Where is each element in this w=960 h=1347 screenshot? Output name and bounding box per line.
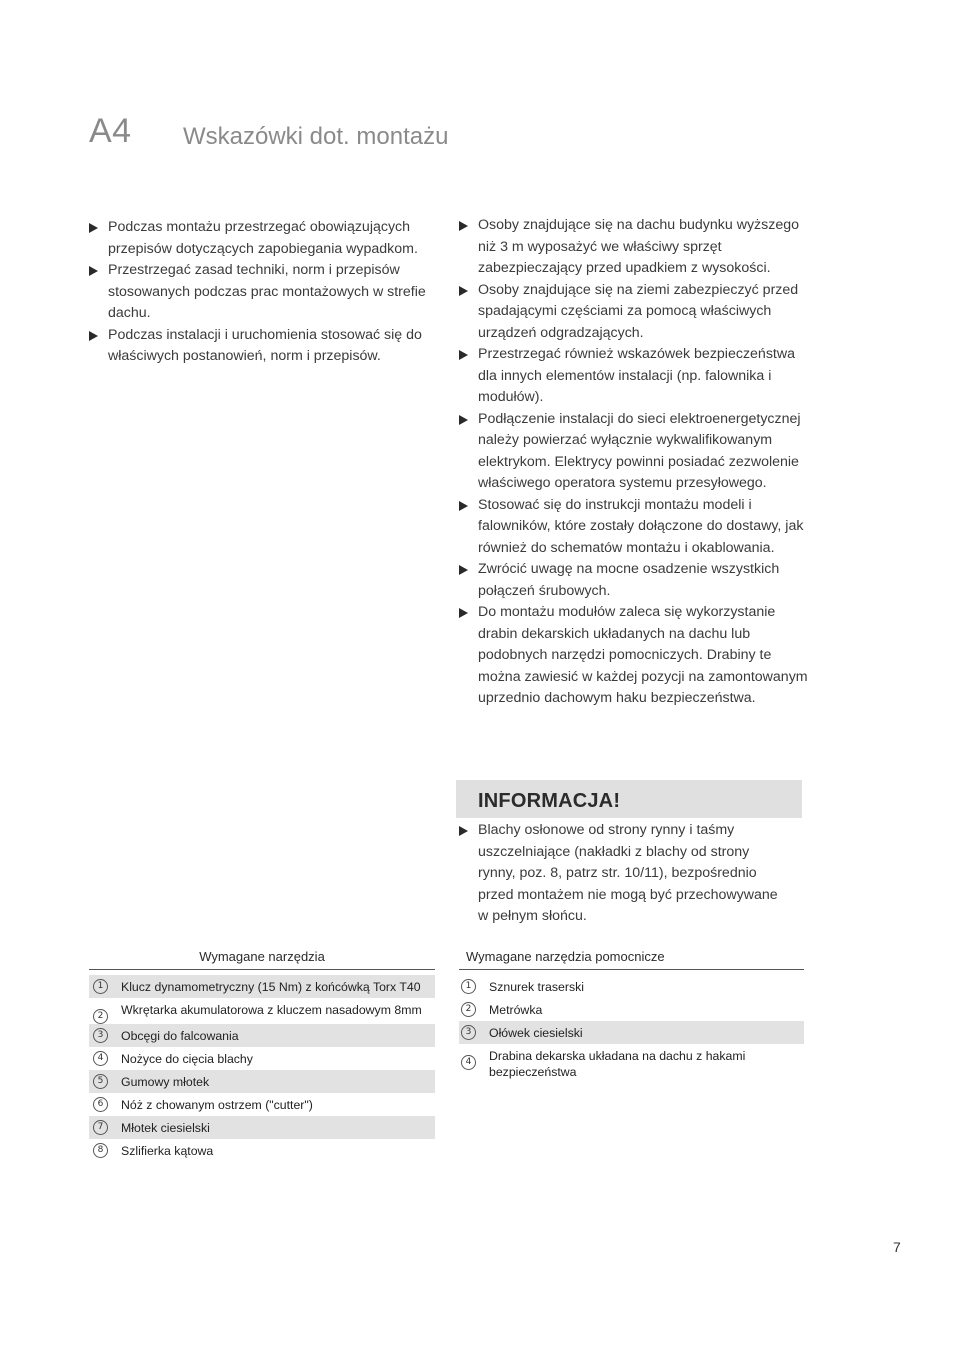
bullet-triangle-icon xyxy=(459,415,468,425)
section-code: A4 xyxy=(89,112,132,150)
table-row: 3 Obcęgi do falcowania xyxy=(89,1024,435,1047)
page-number: 7 xyxy=(893,1239,901,1255)
table-row: 8 Szlifierka kątowa xyxy=(89,1139,435,1162)
table-row: 1 Sznurek traserski xyxy=(459,975,804,998)
number-1-icon: 1 xyxy=(93,979,108,994)
table-row: 4 Drabina dekarska układana na dachu z hakami bezpieczeństwa xyxy=(459,1044,804,1083)
list-item: Przestrzegać zasad techniki, norm i przepisów stosowanych podczas prac montażowych w strefie dachu. xyxy=(89,260,439,325)
table-row: 6 Nóż z chowanym ostrzem ("cutter") xyxy=(89,1093,435,1116)
list-item: Przestrzegać również wskazówek bezpieczeństwa dla innych elementów instalacji (np. falownika i modułów). xyxy=(459,344,809,409)
table-row: 3 Ołówek ciesielski xyxy=(459,1021,804,1044)
info-heading: INFORMACJA! xyxy=(456,780,802,818)
number-3-icon: 3 xyxy=(461,1025,476,1040)
list-item: Osoby znajdujące się na ziemi zabezpieczyć przed spadającymi częściami za pomocą właściwych urządzeń odgradzających. xyxy=(459,280,809,345)
table-row: 7 Młotek ciesielski xyxy=(89,1116,435,1139)
number-5-icon: 5 xyxy=(93,1074,108,1089)
number-2-icon: 2 xyxy=(461,1002,476,1017)
bullet-triangle-icon xyxy=(459,501,468,511)
number-1-icon: 1 xyxy=(461,979,476,994)
number-2-icon: 2 xyxy=(93,1009,108,1024)
bullet-triangle-icon xyxy=(459,608,468,618)
section-title: Wskazówki dot. montażu xyxy=(183,123,449,150)
table-row: 5 Gumowy młotek xyxy=(89,1070,435,1093)
table-row: 2 Metrówka xyxy=(459,998,804,1021)
list-item: Podczas montażu przestrzegać obowiązujących przepisów dotyczących zapobiegania wypadkom. xyxy=(89,217,439,260)
auxiliary-tools-table xyxy=(459,949,804,1083)
number-3-icon: 3 xyxy=(93,1028,108,1043)
required-tools-table xyxy=(89,949,435,1162)
right-bullet-list xyxy=(459,215,809,710)
table-row: 4 Nożyce do cięcia blachy xyxy=(89,1047,435,1070)
auxiliary-tools-title: Wymagane narzędzia pomocnicze xyxy=(459,949,804,970)
required-tools-title: Wymagane narzędzia xyxy=(89,949,435,970)
bullet-triangle-icon xyxy=(459,221,468,231)
info-item: Blachy osłonowe od strony rynny i taśmy uszczelniające (nakładki z blachy od strony rynny, poz. 8, patrz str. 10/11), bezpośrednio przed montażem nie mogą być przechowywane w pełnym słońcu. xyxy=(459,820,789,928)
info-box xyxy=(456,780,802,928)
bullet-triangle-icon xyxy=(459,286,468,296)
bullet-triangle-icon xyxy=(459,350,468,360)
bullet-triangle-icon xyxy=(89,331,98,341)
list-item: Stosować się do instrukcji montażu modeli i falowników, które zostały dołączone do dostawy, jak również do schematów montażu i okablowania. xyxy=(459,495,809,560)
number-4-icon: 4 xyxy=(93,1051,108,1066)
list-item: Osoby znajdujące się na dachu budynku wyższego niż 3 m wyposażyć we właściwy sprzęt zabezpieczający przed upadkiem z wysokości. xyxy=(459,215,809,280)
list-item: Do montażu modułów zaleca się wykorzystanie drabin dekarskich układanych na dachu lub podobnych narzędzi pomocniczych. Drabiny te można zawiesić w każdej pozycji na zamontowanym uprzednio dachowym haku bezpieczeństwa. xyxy=(459,602,809,710)
table-row: 1 Klucz dynamometryczny (15 Nm) z końcówką Torx T40 xyxy=(89,975,435,998)
bullet-triangle-icon xyxy=(459,565,468,575)
number-4-icon: 4 xyxy=(461,1055,476,1070)
number-7-icon: 7 xyxy=(93,1120,108,1135)
bullet-triangle-icon xyxy=(89,266,98,276)
bullet-triangle-icon xyxy=(459,826,468,836)
info-list xyxy=(459,820,789,928)
list-item: Podłączenie instalacji do sieci elektroenergetycznej należy powierzać wyłącznie wykwalifikowanym elektrykom. Elektrycy powinni posiadać zezwolenie właściwego operatora systemu przesyłowego. xyxy=(459,409,809,495)
list-item: Zwrócić uwagę na mocne osadzenie wszystkich połączeń śrubowych. xyxy=(459,559,809,602)
table-row: 2 Wkrętarka akumulatorowa z kluczem nasadowym 8mm xyxy=(89,998,435,1024)
bullet-triangle-icon xyxy=(89,223,98,233)
number-8-icon: 8 xyxy=(93,1143,108,1158)
left-bullet-list xyxy=(89,217,439,368)
list-item: Podczas instalacji i uruchomienia stosować się do właściwych postanowień, norm i przepisów. xyxy=(89,325,439,368)
number-6-icon: 6 xyxy=(93,1097,108,1112)
